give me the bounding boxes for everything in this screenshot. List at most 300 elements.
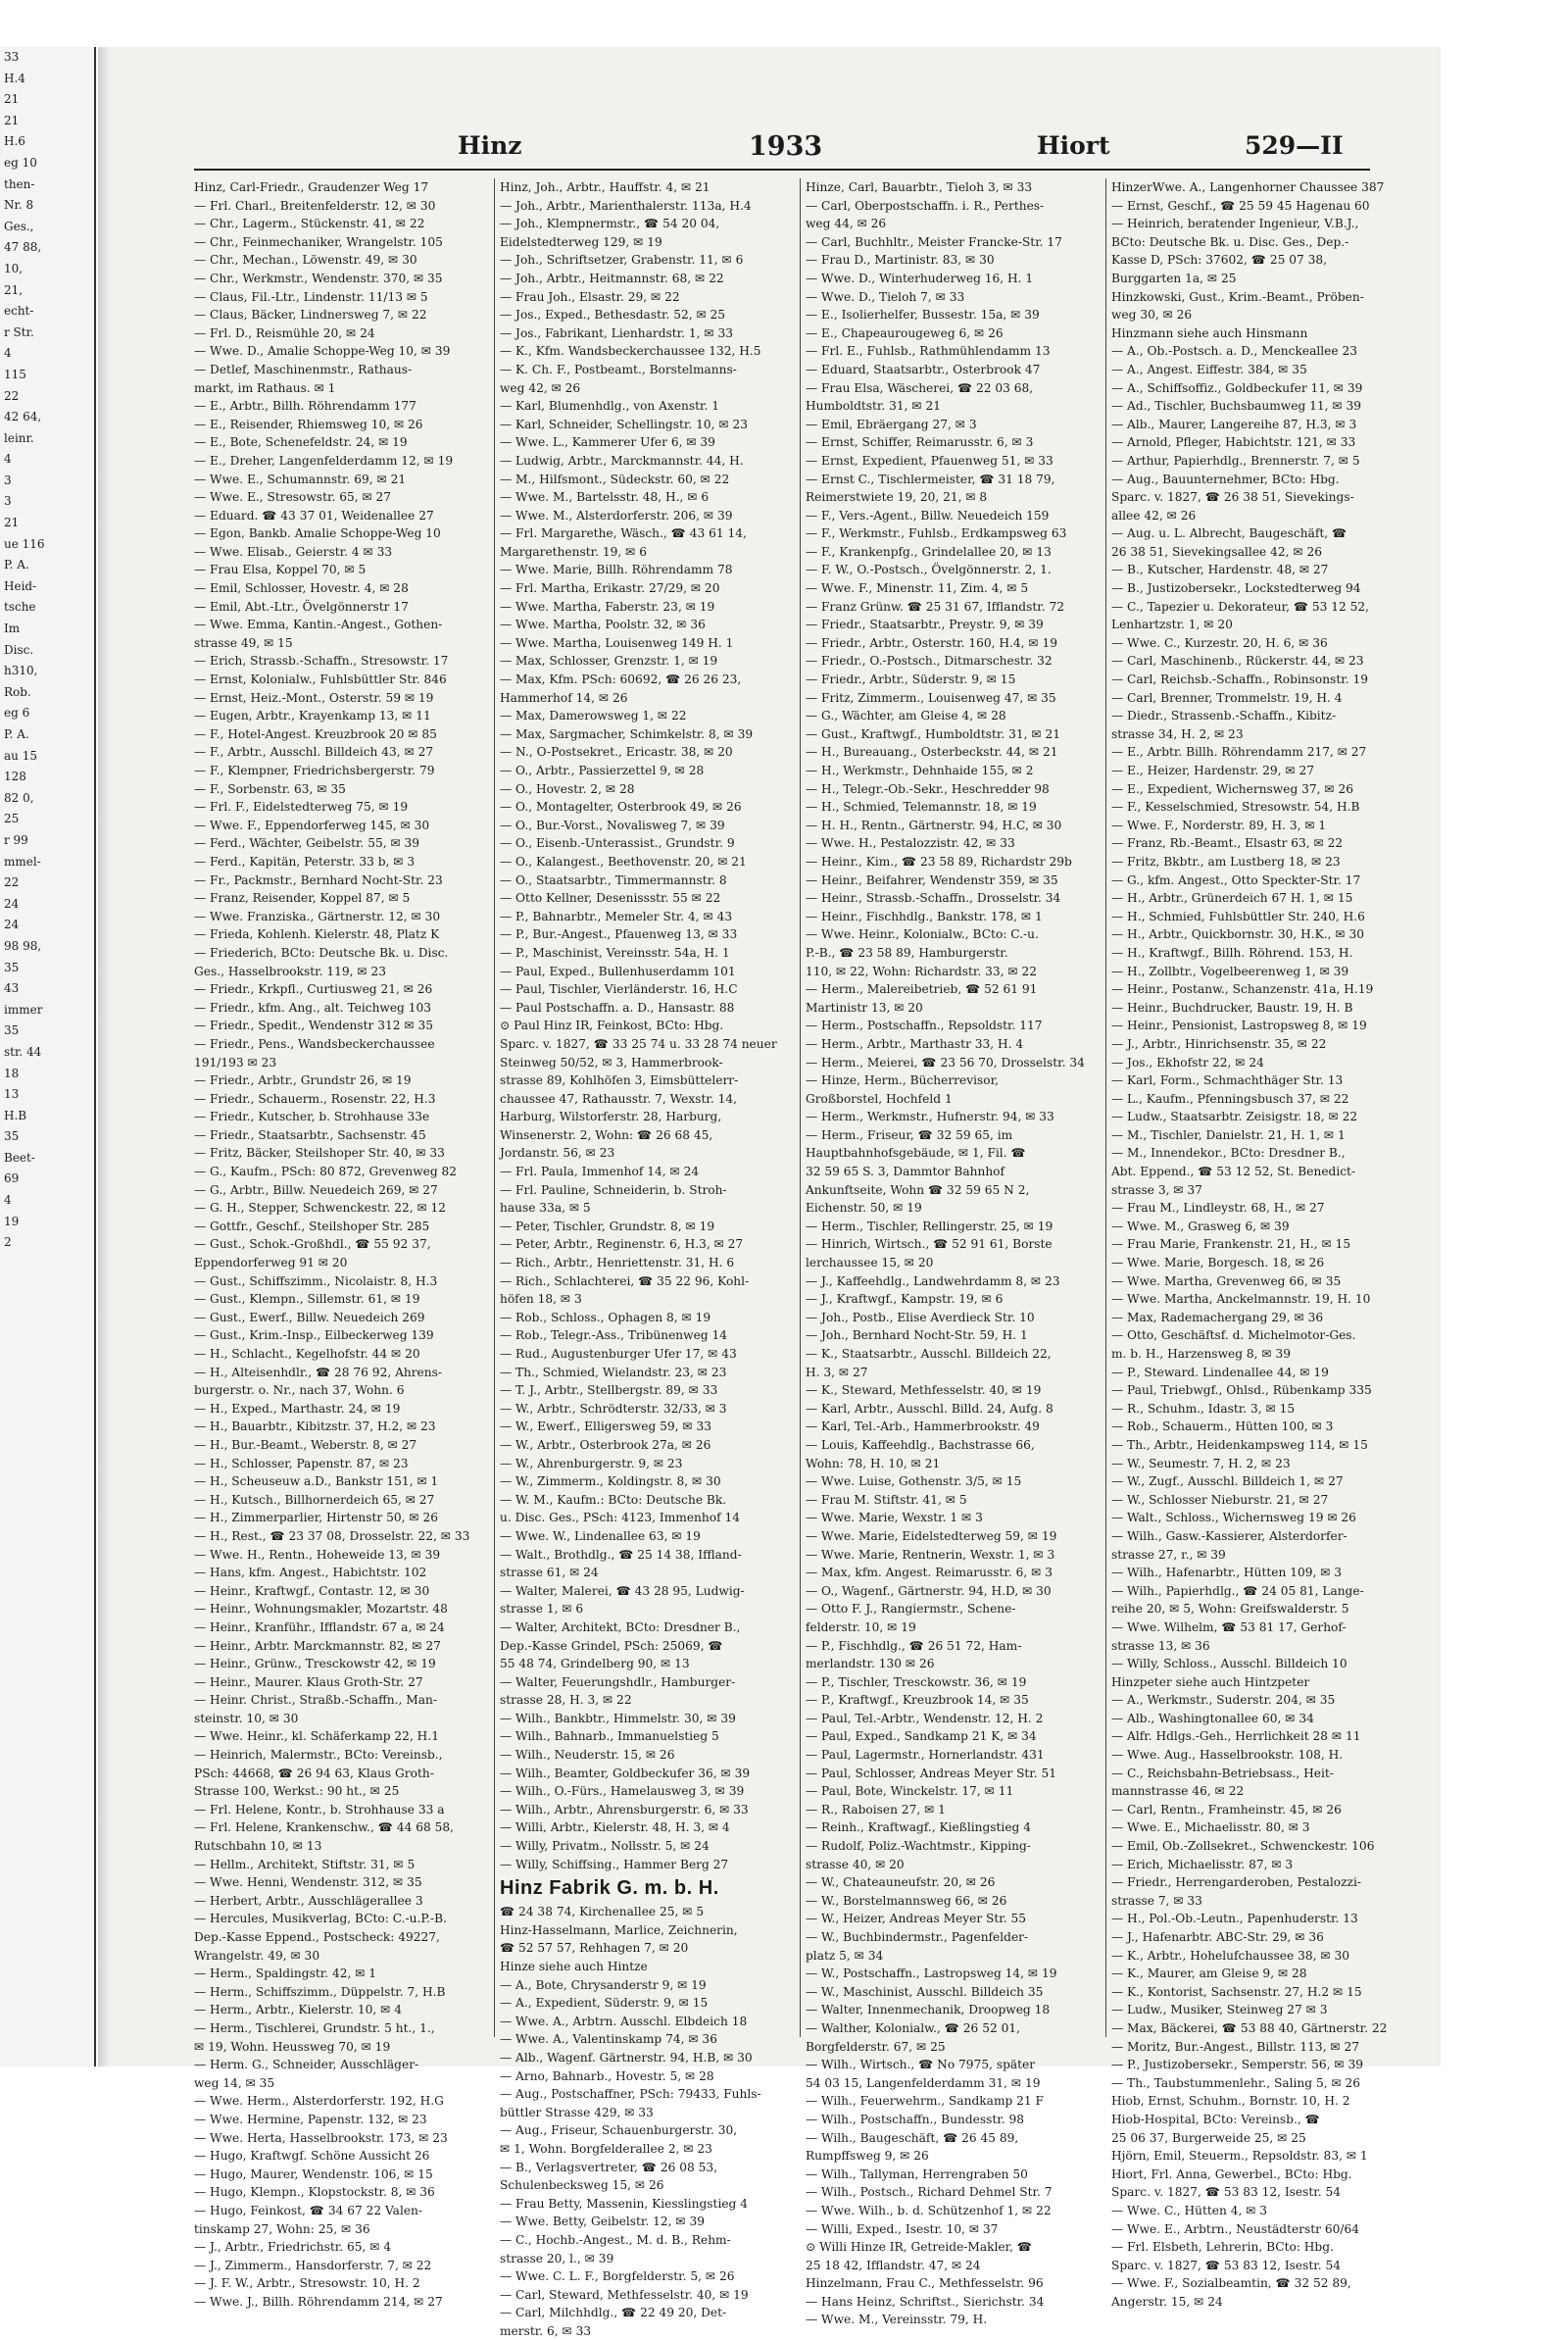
directory-entry: ✉ 19, Wohn. Heussweg 70, ✉ 19 (194, 2039, 391, 2054)
directory-entry: 110, ✉ 22, Wohn: Richardstr. 33, ✉ 22 (806, 964, 1037, 978)
directory-entry: — O., Staatsarbtr., Timmermannstr. 8 (500, 872, 727, 887)
directory-entry: — Emil, Ob.-Zollsekret., Schwenckestr. 106 (1111, 1839, 1375, 1854)
directory-entry: — Joh., Bernhard Nocht-Str. 59, H. 1 (806, 1328, 1028, 1343)
directory-entry: — Heinr., Pensionist, Lastropsweg 8, ✉ 19 (1111, 1019, 1367, 1033)
directory-entry: — Wwe. M., Vereinsstr. 79, H. (806, 2313, 988, 2327)
directory-entry: — Chr., Werkmstr., Wendenstr. 370, ✉ 35 (194, 271, 443, 285)
directory-entry: strasse 3, ✉ 37 (1111, 1182, 1202, 1197)
directory-entry: — Max, Kfm. PSch: 60692, ☎ 26 26 23, (500, 672, 742, 687)
directory-entry: — Heinr., Strassb.-Schaffn., Drosselstr. 34 (806, 891, 1061, 906)
directory-entry: — Arno, Bahnarb., Hovestr. 5, ✉ 28 (500, 2068, 714, 2083)
directory-entry: reihe 20, ✉ 5, Wohn: Greifswalderstr. 5 (1111, 1602, 1349, 1617)
directory-entry: — Joh., Schriftsetzer, Grabenstr. 11, ✉ 6 (500, 253, 744, 268)
directory-entry: — Frl. Helene, Kontr., b. Strohhause 33 a (194, 1802, 445, 1817)
directory-entry: — Franz, Reisender, Koppel 87, ✉ 5 (194, 891, 411, 906)
directory-entry: — Wilh., Wirtsch., ☎ No 7975, später (806, 2058, 1036, 2072)
directory-entry: — Friedr., Arbtr., Osterstr. 160, H.4, ✉ 19 (806, 635, 1057, 650)
directory-entry: PSch: 44668, ☎ 26 94 63, Klaus Groth- (194, 1766, 434, 1780)
directory-entry: — Peter, Tischler, Grundstr. 8, ✉ 19 (500, 1219, 715, 1233)
directory-entry: — Frl. Pauline, Schneiderin, b. Stroh- (500, 1182, 727, 1197)
previous-page-text: 2 (4, 1235, 12, 1250)
previous-page-text: r 99 (4, 832, 28, 847)
directory-entry: — Gust., Krim.-Insp., Eilbeckerweg 139 (194, 1328, 434, 1343)
directory-entry: — Fritz, Bäcker, Steilshoper Str. 40, ✉ 33 (194, 1146, 445, 1161)
directory-entry: — H., Schmied, Fuhlsbüttler Str. 240, H.6 (1111, 909, 1365, 923)
directory-entry: Winsenerstr. 2, Wohn: ☎ 26 68 45, (500, 1127, 713, 1142)
directory-entry: — Carl, Oberpostschaffn. i. R., Perthes- (806, 198, 1045, 213)
directory-entry: — Wilh., Bahnarb., Immanuelstieg 5 (500, 1729, 719, 1744)
directory-entry: — Friedr., Krkpfl., Curtiusweg 21, ✉ 26 (194, 982, 433, 997)
directory-entry: m. b. H., Harzensweg 8, ✉ 39 (1111, 1347, 1291, 1361)
directory-entry: — Moritz, Bur.-Angest., Billstr. 113, ✉ 27 (1111, 2039, 1360, 2054)
directory-entry: — Ernst C., Tischlermeister, ☎ 31 18 79, (806, 472, 1055, 486)
previous-page-text: H.6 (4, 134, 25, 149)
directory-entry: — Th., Schmied, Wielandstr. 23, ✉ 23 (500, 1365, 727, 1379)
directory-entry: — E., Heizer, Hardenstr. 29, ✉ 27 (1111, 764, 1315, 777)
directory-entry: — H., Exped., Marthastr. 24, ✉ 19 (194, 1401, 401, 1416)
previous-page-text: au 15 (4, 748, 37, 763)
directory-entry: — Chr., Lagerm., Stückenstr. 41, ✉ 22 (194, 217, 425, 231)
directory-entry: Eidelstedterweg 129, ✉ 19 (500, 234, 662, 249)
previous-page-text: 21 (4, 92, 20, 107)
previous-page-text: h310, (4, 664, 38, 678)
directory-entry: — G., Kaufm., PSch: 80 872, Grevenweg 82 (194, 1165, 458, 1179)
directory-entry: — Egon, Bankb. Amalie Schoppe-Weg 10 (194, 526, 441, 541)
previous-page-text: eg 10 (4, 155, 37, 170)
directory-entry: — Rich., Arbtr., Henriettenstr. 31, H. 6 (500, 1256, 735, 1270)
directory-entry: — Paul, Bote, Winckelstr. 17, ✉ 11 (806, 1784, 1014, 1799)
directory-entry: — Karl, Arbtr., Ausschl. Billd. 24, Aufg. 8 (806, 1401, 1054, 1416)
directory-entry: P.-B., ☎ 23 58 89, Hamburgerstr. (806, 945, 1008, 960)
directory-entry: — Walter, Malerei, ☎ 43 28 95, Ludwig- (500, 1583, 745, 1598)
directory-entry: — Wilh., Neuderstr. 15, ✉ 26 (500, 1748, 675, 1763)
directory-entry: — Hercules, Musikverlag, BCto: C.-u.P.-B. (194, 1912, 447, 1926)
directory-entry: — Friederich, BCto: Deutsche Bk. u. Disc. (194, 945, 449, 960)
directory-entry: — Friedr., Arbtr., Grundstr 26, ✉ 19 (194, 1073, 412, 1088)
directory-entry: — Alb., Washingtonallee 60, ✉ 34 (1111, 1711, 1314, 1725)
directory-entry: — Frau Betty, Massenin, Kiesslingstieg 4 (500, 2196, 748, 2211)
directory-entry: — Wwe. F., Eppendorferweg 145, ✉ 30 (194, 818, 430, 832)
directory-entry: Eppendorferweg 91 ✉ 20 (194, 1256, 348, 1270)
directory-entry: — Aug., Bauunternehmer, BCto: Hbg. (1111, 472, 1340, 486)
directory-entry: — Wwe. W., Lindenallee 63, ✉ 19 (500, 1528, 701, 1543)
directory-entry: — Wilh., Feuerwehrm., Sandkamp 21 F (806, 2094, 1045, 2109)
directory-entry: — Paul Postschaffn. a. D., Hansastr. 88 (500, 1000, 735, 1015)
directory-entry: — Wwe. Martha, Grevenweg 66, ✉ 35 (1111, 1273, 1342, 1288)
directory-entry: 32 59 65 S. 3, Dammtor Bahnhof (806, 1165, 1005, 1179)
directory-entry: Strasse 100, Werkst.: 90 ht., ✉ 25 (194, 1784, 400, 1799)
directory-entry: — Joh., Arbtr., Heitmannstr. 68, ✉ 22 (500, 271, 724, 285)
previous-page-text: 42 64, (4, 410, 42, 424)
directory-entry: — Carl, Maschinenb., Rückerstr. 44, ✉ 23 (1111, 654, 1364, 669)
directory-entry: — Frau Elsa, Koppel 70, ✉ 5 (194, 563, 367, 577)
directory-entry: — J., Arbtr., Friedrichstr. 65, ✉ 4 (194, 2240, 392, 2255)
directory-entry: ☎ 24 38 74, Kirchenallee 25, ✉ 5 (500, 1905, 705, 1919)
directory-entry: — Herm., Arbtr., Kielerstr. 10, ✉ 4 (194, 2003, 402, 2017)
directory-entry: — N., O-Postsekret., Ericastr. 38, ✉ 20 (500, 745, 733, 760)
directory-entry: tinskamp 27, Wohn: 25, ✉ 36 (194, 2221, 370, 2236)
directory-entry: Hjörn, Emil, Steuerm., Repsoldstr. 83, ✉ 1 (1111, 2149, 1368, 2164)
directory-entry: — Heinr., Buchdrucker, Baustr. 19, H. B (1111, 1000, 1353, 1015)
directory-entry: — W., Ahrenburgerstr. 9, ✉ 23 (500, 1456, 683, 1470)
directory-entry: — H., Schlacht., Kegelhofstr. 44 ✉ 20 (194, 1347, 420, 1361)
directory-entry: — Paul, Exped., Bullenhuserdamm 101 (500, 964, 736, 978)
directory-entry: — Eugen, Arbtr., Krayenkamp 13, ✉ 11 (194, 709, 431, 723)
previous-page-text: ue 116 (4, 536, 45, 551)
header-page-number: 529—II (1245, 131, 1344, 160)
directory-entry: — F., Werkmstr., Fuhlsb., Erdkampsweg 63 (806, 526, 1067, 541)
directory-entry: Sparc. v. 1827, ☎ 53 83 12, Isestr. 54 (1111, 2185, 1342, 2200)
directory-entry: — H. H., Rentn., Gärtnerstr. 94, H.C, ✉ 30 (806, 818, 1062, 832)
directory-entry: — Heinr., Postanw., Schanzenstr. 41a, H.19 (1111, 982, 1374, 997)
directory-entry: Dep.-Kasse Eppend., Postscheck: 49227, (194, 1930, 440, 1944)
directory-entry: — Hinrich, Wirtsch., ☎ 52 91 61, Borste (806, 1237, 1053, 1252)
directory-entry: Steinweg 50/52, ✉ 3, Hammerbrook- (500, 1055, 723, 1070)
previous-page-text: 22 (4, 388, 20, 403)
directory-entry: ⊙ Paul Hinz IR, Feinkost, BCto: Hbg. (500, 1019, 724, 1033)
directory-entry: — Wwe. M., Bartelsstr. 48, H., ✉ 6 (500, 490, 710, 505)
directory-entry: — Walther, Kolonialw., ☎ 26 52 01, (806, 2020, 1020, 2035)
directory-entry: — Wilh., Postsch., Richard Dehmel Str. 7 (806, 2185, 1053, 2200)
directory-entry: Lenhartzstr. 1, ✉ 20 (1111, 618, 1233, 632)
directory-entry: — W., Chateauneufstr. 20, ✉ 26 (806, 1875, 996, 1890)
directory-entry: Hinz-Hasselmann, Marlice, Zeichnerin, (500, 1922, 738, 1937)
directory-entry: — Heinr., Wohnungsmakler, Mozartstr. 48 (194, 1602, 448, 1617)
directory-entry: — Wilh., O.-Fürs., Hamelausweg 3, ✉ 39 (500, 1784, 745, 1799)
directory-entry: — A., Angest. Eiffestr. 384, ✉ 35 (1111, 362, 1307, 376)
directory-entry: — Wwe. Martha, Faberstr. 23, ✉ 19 (500, 599, 715, 614)
directory-entry: — Herm., Malereibetrieb, ☎ 52 61 91 (806, 982, 1038, 997)
directory-entry: — Karl, Tel.-Arb., Hammerbrookstr. 49 (806, 1419, 1040, 1434)
directory-entry: — Wwe. Wilhelm, ☎ 53 81 17, Gerhof- (1111, 1619, 1347, 1634)
directory-entry: — Wwe. Wilh., b. d. Schützenhof 1, ✉ 22 (806, 2203, 1052, 2217)
directory-entry: Hinze, Carl, Bauarbtr., Tieloh 3, ✉ 33 (806, 180, 1033, 194)
directory-entry: — Max, Schlosser, Grenzstr. 1, ✉ 19 (500, 654, 718, 669)
directory-entry: — Wilh., Baugeschäft, ☎ 26 45 89, (806, 2130, 1019, 2145)
directory-entry: — E., Arbtr., Billh. Röhrendamm 177 (194, 399, 416, 414)
directory-entry: weg 14, ✉ 35 (194, 2075, 275, 2090)
directory-entry: — B., Verlagsvertreter, ☎ 26 08 53, (500, 2160, 717, 2174)
directory-entry: — Friedr., O.-Postsch., Ditmarschestr. 32 (806, 654, 1053, 669)
directory-entry: — T. J., Arbtr., Stellbergstr. 89, ✉ 33 (500, 1383, 718, 1398)
page-header (110, 124, 1441, 169)
directory-entry: — H., Alteisenhdlr., ☎ 28 76 92, Ahrens- (194, 1365, 442, 1379)
directory-entry: — Friedr., Pens., Wandsbeckerchaussee (194, 1036, 435, 1051)
previous-page-text: 35 (4, 1129, 20, 1144)
directory-entry: burgerstr. o. Nr., nach 37, Wohn. 6 (194, 1383, 405, 1398)
directory-entry: — Wwe. D., Winterhuderweg 16, H. 1 (806, 271, 1034, 285)
directory-entry: — Jos., Ekhofstr 22, ✉ 24 (1111, 1055, 1264, 1070)
directory-entry: — Ferd., Wächter, Geibelstr. 55, ✉ 39 (194, 836, 420, 851)
directory-entry: — Joh., Klempnermstr., ☎ 54 20 04, (500, 217, 720, 231)
page-gutter-shadow (98, 47, 110, 2066)
previous-page-text: P. A. (4, 727, 29, 741)
directory-entry: strasse 13, ✉ 36 (1111, 1638, 1210, 1653)
directory-entry: — R., Schuhm., Idastr. 3, ✉ 15 (1111, 1401, 1296, 1416)
directory-entry: — Wilh., Gasw.-Kassierer, Alsterdorfer- (1111, 1528, 1348, 1543)
directory-entry: — W., Postschaffn., Lastropsweg 14, ✉ 19 (806, 1967, 1057, 1981)
directory-entry: strasse 7, ✉ 33 (1111, 1893, 1202, 1908)
directory-entry: — Heinr., Fischhdlg., Bankstr. 178, ✉ 1 (806, 909, 1043, 923)
directory-entry: — O., Montagelter, Osterbrook 49, ✉ 26 (500, 800, 742, 815)
directory-entry: markt, im Rathaus. ✉ 1 (194, 380, 336, 395)
directory-entry: ✉ 1, Wohn. Borgfelderallee 2, ✉ 23 (500, 2141, 712, 2156)
directory-entry: mannstrasse 46, ✉ 22 (1111, 1784, 1245, 1799)
previous-page-fragment (0, 47, 96, 2066)
directory-page (110, 47, 1441, 2338)
directory-entry: — Aug., Friseur, Schauenburgerstr. 30, (500, 2123, 738, 2138)
directory-entry: — Paul, Tel.-Arbtr., Wendenstr. 12, H. 2 (806, 1711, 1044, 1725)
directory-column-2 (500, 178, 794, 2338)
directory-entry: — Ludwig, Arbtr., Marckmannstr. 44, H. (500, 453, 744, 468)
directory-entry: — A., Werkmstr., Suderstr. 204, ✉ 35 (1111, 1693, 1336, 1708)
previous-page-text: r Str. (4, 324, 34, 339)
directory-entry: strasse 89, Kohlhöfen 3, Eimsbüttelerr- (500, 1073, 739, 1088)
directory-entry: — Paul, Schlosser, Andreas Meyer Str. 51 (806, 1766, 1057, 1780)
directory-entry: — Wwe. E., Schumannstr. 69, ✉ 21 (194, 472, 407, 486)
directory-entry: — Frl. Elsbeth, Lehrerin, BCto: Hbg. (1111, 2240, 1334, 2255)
directory-entry: — Franz Grünw. ☎ 25 31 67, Ifflandstr. 72 (806, 599, 1065, 614)
directory-entry: u. Disc. Ges., PSch: 4123, Immenhof 14 (500, 1511, 740, 1525)
directory-entry: — Ad., Tischler, Buchsbaumweg 11, ✉ 39 (1111, 399, 1361, 414)
directory-entry: — Carl, Buchhltr., Meister Francke-Str. 17 (806, 234, 1062, 249)
directory-entry: — G., Wächter, am Gleise 4, ✉ 28 (806, 709, 1006, 723)
directory-entry: — Max, Bäckerei, ☎ 53 88 40, Gärtnerstr. 22 (1111, 2020, 1388, 2035)
directory-entry: — Wwe. D., Amalie Schoppe-Weg 10, ✉ 39 (194, 344, 451, 359)
directory-entry: — J., Arbtr., Hinrichsenstr. 35, ✉ 22 (1111, 1036, 1327, 1051)
previous-page-text: 4 (4, 452, 12, 467)
directory-column-3 (806, 178, 1100, 2327)
previous-page-text: Im (4, 622, 21, 636)
directory-entry: allee 42, ✉ 26 (1111, 508, 1197, 523)
directory-entry: — Karl, Blumenhdlg., von Axenstr. 1 (500, 399, 720, 414)
directory-entry: — Frl. Charl., Breitenfelderstr. 12, ✉ 30 (194, 198, 436, 213)
directory-entry: — Karl, Schneider, Schellingstr. 10, ✉ 23 (500, 417, 748, 431)
directory-entry: — Wwe. Heinr., Kolonialw., BCto: C.-u. (806, 927, 1039, 942)
directory-entry: Hiob, Ernst, Schuhm., Bornstr. 10, H. 2 (1111, 2094, 1350, 2109)
directory-entry: — Wwe. E., Arbtrn., Neustädterstr 60/64 (1111, 2221, 1359, 2236)
directory-entry: Dep.-Kasse Grindel, PSch: 25069, ☎ (500, 1638, 723, 1653)
directory-entry: — W., Ewerf., Elligersweg 59, ✉ 33 (500, 1419, 711, 1434)
directory-entry: — F., Vers.-Agent., Billw. Neuedeich 159 (806, 508, 1050, 523)
directory-entry: 26 38 51, Sievekingsallee 42, ✉ 26 (1111, 544, 1322, 559)
directory-entry: Großborstel, Hochfeld 1 (806, 1091, 953, 1106)
directory-entry: Ankunftseite, Wohn ☎ 32 59 65 N 2, (806, 1182, 1030, 1197)
directory-entry: strasse 28, H. 3, ✉ 22 (500, 1693, 632, 1708)
directory-entry: H. 3, ✉ 27 (806, 1365, 868, 1379)
directory-entry: 55 48 74, Grindelberg 90, ✉ 13 (500, 1657, 690, 1671)
directory-entry: — Max, Sargmacher, Schimkelstr. 8, ✉ 39 (500, 726, 754, 741)
directory-entry: — Claus, Bäcker, Lindnersweg 7, ✉ 22 (194, 308, 427, 323)
directory-entry: — G. H., Stepper, Schwenckestr. 22, ✉ 12 (194, 1201, 447, 1216)
directory-entry: — K., Steward, Methfesselstr. 40, ✉ 19 (806, 1383, 1042, 1398)
directory-entry: — Wwe. Marie, Billh. Röhrendamm 78 (500, 563, 733, 577)
directory-entry: — W., Schlosser Nieburstr. 21, ✉ 27 (1111, 1492, 1329, 1507)
directory-entry: — Frl. Margarethe, Wäsch., ☎ 43 61 14, (500, 526, 747, 541)
previous-page-text: Ges., (4, 219, 34, 233)
directory-entry: — P., Fischhdlg., ☎ 26 51 72, Ham- (806, 1638, 1022, 1653)
directory-entry: — Max, kfm. Angest. Reimarusstr. 6, ✉ 3 (806, 1566, 1053, 1580)
directory-entry: — Frau D., Martinistr. 83, ✉ 30 (806, 253, 995, 268)
directory-entry: — Wwe. F., Minenstr. 11, Zim. 4, ✉ 5 (806, 581, 1029, 596)
directory-entry: — Joh., Postb., Elise Averdieck Str. 10 (806, 1310, 1035, 1324)
directory-entry: — Walter, Feuerungshdlr., Hamburger- (500, 1674, 736, 1689)
directory-entry: — Gust., Schok.-Großhdl., ☎ 55 92 37, (194, 1237, 431, 1252)
previous-page-text: then- (4, 176, 35, 191)
directory-entry: — Joh., Arbtr., Marienthalerstr. 113a, H.4 (500, 198, 752, 213)
directory-entry: — Friedr., Staatsarbtr., Preystr. 9, ✉ 39 (806, 618, 1044, 632)
directory-entry: — Hugo, Klempn., Klopstockstr. 8, ✉ 36 (194, 2185, 435, 2200)
directory-entry: — H., Scheuseuw a.D., Bankstr 151, ✉ 1 (194, 1474, 439, 1489)
directory-entry: — Carl, Steward, Methfesselstr. 40, ✉ 19 (500, 2287, 749, 2302)
directory-entry: strasse 34, H. 2, ✉ 23 (1111, 726, 1244, 741)
directory-entry: 25 18 42, Ifflandstr. 47, ✉ 24 (806, 2258, 981, 2272)
directory-entry: Borgfelderstr. 67, ✉ 25 (806, 2039, 946, 2054)
directory-entry: — E., Reisender, Rhiemsweg 10, ✉ 26 (194, 417, 423, 431)
directory-entry: — Herbert, Arbtr., Ausschlägerallee 3 (194, 1893, 423, 1908)
directory-entry: — Detlef, Maschinenmstr., Rathaus- (194, 362, 413, 376)
directory-entry: — E., Arbtr. Billh. Röhrendamm 217, ✉ 27 (1111, 745, 1367, 760)
directory-entry: — Arnold, Pfleger, Habichtstr. 121, ✉ 33 (1111, 435, 1356, 450)
directory-entry: — Ernst, Geschf., ☎ 25 59 45 Hagenau 60 (1111, 198, 1370, 213)
directory-entry: — Herm. G., Schneider, Ausschläger- (194, 2058, 419, 2072)
directory-entry: — H., Zimmerparlier, Hirtenstr 50, ✉ 26 (194, 1511, 438, 1525)
previous-page-text: 98 98, (4, 938, 42, 953)
directory-entry: Kasse D, PSch: 37602, ☎ 25 07 38, (1111, 253, 1327, 268)
directory-entry: — Alb., Maurer, Langereihe 87, H.3, ✉ 3 (1111, 417, 1357, 431)
directory-entry: — Willy, Schiffsing., Hammer Berg 27 (500, 1857, 729, 1871)
directory-entry: — H., Pol.-Ob.-Leutn., Papenhuderstr. 13 (1111, 1912, 1358, 1926)
previous-page-text: P. A. (4, 558, 29, 573)
directory-entry: — K., Arbtr., Hohelufchaussee 38, ✉ 30 (1111, 1948, 1349, 1963)
directory-entry: Hiort, Frl. Anna, Gewerbel., BCto: Hbg. (1111, 2166, 1352, 2181)
directory-entry: Martinistr 13, ✉ 20 (806, 1000, 923, 1015)
previous-page-text: H.B (4, 1108, 27, 1122)
previous-page-text: 43 (4, 981, 20, 996)
directory-entry: weg 44, ✉ 26 (806, 217, 887, 231)
directory-entry: — Max, Rademachergang 29, ✉ 36 (1111, 1310, 1324, 1324)
directory-entry: — Gottfr., Geschf., Steilshoper Str. 285 (194, 1219, 430, 1233)
directory-entry: Hauptbahnhofsgebäude, ✉ 1, Fil. ☎ (806, 1146, 1026, 1161)
directory-entry: Rumpffsweg 9, ✉ 26 (806, 2149, 929, 2164)
directory-entry: — Wwe. D., Tieloh 7, ✉ 33 (806, 289, 965, 304)
directory-entry: — Wwe. E., Stresowstr. 65, ✉ 27 (194, 490, 392, 505)
previous-page-text: leinr. (4, 430, 34, 445)
directory-entry: — E., Expedient, Wichernsweg 37, ✉ 26 (1111, 781, 1353, 796)
previous-page-text: Disc. (4, 642, 34, 657)
previous-page-text: 21 (4, 516, 20, 530)
directory-entry: Eichenstr. 50, ✉ 19 (806, 1201, 922, 1216)
directory-entry: — Carl, Brenner, Trommelstr. 19, H. 4 (1111, 690, 1343, 705)
directory-entry: — Wwe. A., Arbtrn. Ausschl. Elbdeich 18 (500, 2014, 748, 2028)
directory-entry: — Frau Joh., Elsastr. 29, ✉ 22 (500, 289, 680, 304)
directory-entry: HinzerWwe. A., Langenhorner Chaussee 387 (1111, 180, 1385, 194)
directory-entry: — F., Kesselschmied, Stresowstr. 54, H.B (1111, 800, 1360, 815)
directory-entry: — Wwe. M., Alsterdorferstr. 206, ✉ 39 (500, 508, 733, 523)
previous-page-text: Beet- (4, 1150, 35, 1165)
directory-entry: — B., Justizobersekr., Lockstedterweg 94 (1111, 581, 1361, 596)
previous-page-text: immer (4, 1002, 43, 1017)
directory-entry: ☎ 52 57 57, Rehhagen 7, ✉ 20 (500, 1941, 689, 1956)
directory-entry: — Wwe. C., Kurzestr. 20, H. 6, ✉ 36 (1111, 635, 1328, 650)
directory-entry: — Wwe. A., Valentinskamp 74, ✉ 36 (500, 2032, 717, 2047)
directory-entry: — P., Bahnarbtr., Memeler Str. 4, ✉ 43 (500, 909, 733, 923)
directory-entry: — J., Kaffeehdlg., Landwehrdamm 8, ✉ 23 (806, 1273, 1060, 1288)
directory-entry: — K. Ch. F., Postbeamt., Borstelmanns- (500, 362, 737, 376)
directory-entry: — Fritz, Zimmerm., Louisenweg 47, ✉ 35 (806, 690, 1056, 705)
directory-entry: Ges., Hasselbrookstr. 119, ✉ 23 (194, 964, 387, 978)
directory-entry: — Wilh., Papierhdlg., ☎ 24 05 81, Lange- (1111, 1583, 1364, 1598)
directory-entry: — Wwe. L., Kammerer Ufer 6, ✉ 39 (500, 435, 715, 450)
directory-entry: Hinz, Joh., Arbtr., Hauffstr. 4, ✉ 21 (500, 180, 710, 194)
previous-page-text: Nr. 8 (4, 198, 34, 213)
previous-page-text: 3 (4, 494, 12, 509)
directory-entry: — Aug., Postschaffner, PSch: 79433, Fuhls- (500, 2087, 761, 2102)
previous-page-text: 18 (4, 1066, 20, 1080)
directory-entry: Wohn: 78, H. 10, ✉ 21 (806, 1456, 941, 1470)
directory-entry: — Wwe. Martha, Poolstr. 32, ✉ 36 (500, 618, 706, 632)
directory-entry: — Jos., Fabrikant, Lienhardstr. 1, ✉ 33 (500, 325, 734, 340)
directory-entry: — Rob., Telegr.-Ass., Tribünenweg 14 (500, 1328, 727, 1343)
directory-entry: — Wwe. E., Michaelisstr. 80, ✉ 3 (1111, 1820, 1310, 1835)
directory-entry: — Ludw., Staatsarbtr. Zeisigstr. 18, ✉ 22 (1111, 1110, 1358, 1124)
directory-entry: — Wwe. F., Sozialbeamtin, ☎ 32 52 89, (1111, 2276, 1351, 2291)
directory-entry: — Th., Arbtr., Heidenkampsweg 114, ✉ 15 (1111, 1437, 1368, 1452)
directory-entry: — R., Raboisen 27, ✉ 1 (806, 1802, 946, 1817)
directory-entry: — Willi, Exped., Isestr. 10, ✉ 37 (806, 2221, 999, 2236)
directory-entry: — O., Hovestr. 2, ✉ 28 (500, 781, 635, 796)
directory-entry: — M., Innendekor., BCto: Dresdner B., (1111, 1146, 1346, 1161)
directory-entry: — O., Wagenf., Gärtnerstr. 94, H.D, ✉ 30 (806, 1583, 1052, 1598)
directory-entry: — Jos., Exped., Bethesdastr. 52, ✉ 25 (500, 308, 726, 323)
directory-entry: chaussee 47, Rathausstr. 7, Wexstr. 14, (500, 1091, 737, 1106)
directory-entry: — Herm., Spaldingstr. 42, ✉ 1 (194, 1967, 377, 1981)
directory-entry: — M., Hilfsmont., Südeckstr. 60, ✉ 22 (500, 472, 730, 486)
directory-entry: — Hugo, Maurer, Wendenstr. 106, ✉ 15 (194, 2166, 433, 2181)
directory-entry: platz 5, ✉ 34 (806, 1948, 884, 1963)
directory-entry: — Friedr., Kutscher, b. Strohhause 33e (194, 1110, 430, 1124)
directory-entry: — Alfr. Hdlgs.-Geh., Herrlichkeit 28 ✉ 11 (1111, 1729, 1361, 1744)
directory-entry: hause 33a, ✉ 5 (500, 1201, 591, 1216)
directory-entry: — H., Kutsch., Billhornerdeich 65, ✉ 27 (194, 1492, 435, 1507)
directory-entry: 191/193 ✉ 23 (194, 1055, 277, 1070)
previous-page-text: tsche (4, 600, 36, 615)
directory-entry: — Wwe. J., Billh. Röhrendamm 214, ✉ 27 (194, 2294, 443, 2309)
directory-entry: — W., Maschinist, Ausschl. Billdeich 35 (806, 1984, 1044, 1999)
directory-entry: — Wilh., Arbtr., Ahrensburgerstr. 6, ✉ 33 (500, 1802, 749, 1817)
directory-entry: — Chr., Mechan., Löwenstr. 49, ✉ 30 (194, 253, 417, 268)
directory-entry: — Paul, Triebwgf., Ohlsd., Rübenkamp 335 (1111, 1383, 1372, 1398)
directory-entry: — Wwe. Luise, Gothenstr. 3/5, ✉ 15 (806, 1474, 1022, 1489)
directory-entry: — H., Arbtr., Grünerdeich 67 H. 1, ✉ 15 (1111, 891, 1353, 906)
directory-entry: — Otto F. J., Rangiermstr., Schene- (806, 1602, 1016, 1617)
directory-entry: — W., Buchbindermstr., Pagenfelder- (806, 1930, 1029, 1944)
directory-entry: — Hugo, Kraftwgf. Schöne Aussicht 26 (194, 2149, 430, 2164)
directory-entry: — Herm., Postschaffn., Repsoldstr. 117 (806, 1019, 1043, 1033)
directory-entry: — Gust., Ewerf., Billw. Neuedeich 269 (194, 1310, 425, 1324)
directory-entry: Angerstr. 15, ✉ 24 (1111, 2294, 1223, 2309)
directory-entry: — Herm., Friseur, ☎ 32 59 65, im (806, 1127, 1013, 1142)
directory-entry: — Wwe. Martha, Louisenweg 149 H. 1 (500, 635, 734, 650)
directory-entry: — Paul, Exped., Sandkamp 21 K, ✉ 34 (806, 1729, 1037, 1744)
directory-entry: — F., Klempner, Friedrichsbergerstr. 79 (194, 764, 435, 777)
directory-entry: — Wwe. Marie, Wexstr. 1 ✉ 3 (806, 1511, 983, 1525)
directory-entry: — Wwe. H., Pestalozzistr. 42, ✉ 33 (806, 836, 1015, 851)
directory-entry: — Willi, Arbtr., Kielerstr. 48, H. 3, ✉ 4 (500, 1820, 730, 1835)
directory-entry: — Carl, Milchhdlg., ☎ 22 49 20, Det- (500, 2306, 727, 2320)
directory-entry: — Hellm., Architekt, Stiftstr. 31, ✉ 5 (194, 1857, 416, 1871)
directory-entry: — Diedr., Strassenb.-Schaffn., Kibitz- (1111, 709, 1337, 723)
